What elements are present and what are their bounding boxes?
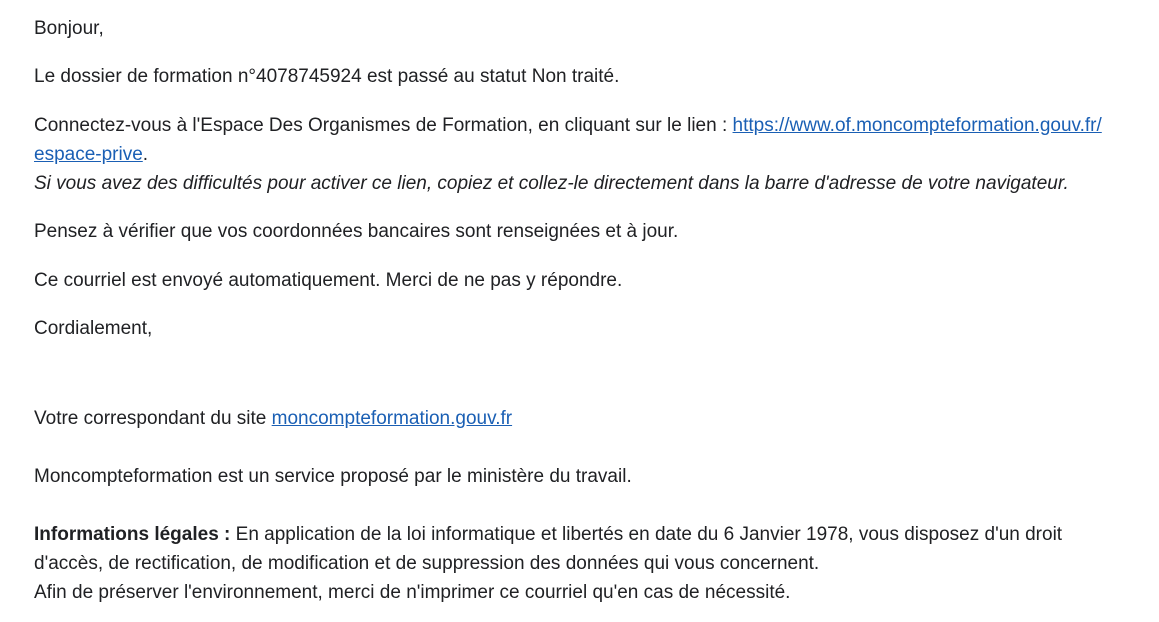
service-line: Moncompteformation est un service proposé par le ministère du travail.	[34, 466, 632, 487]
dossier-number: 4078745924	[256, 66, 362, 87]
legal-line-2: d'accès, de rectification, de modification et de suppression des données qui vous concernent.	[34, 553, 820, 574]
auto-line: Ce courriel est envoyé automatiquement. Merci de ne pas y répondre.	[34, 270, 623, 291]
connect-text: Connectez-vous à l'Espace Des Organismes de Formation, en cliquant sur le lien :	[34, 115, 733, 136]
legal-text-1: En application de la loi informatique et libertés en date du 6 Janvier 1978, vous disposez d'un droit	[230, 524, 1063, 545]
status-middle: est passé au statut	[361, 66, 532, 87]
legal-line-1	[34, 520, 1062, 549]
environment-line: Afin de préserver l'environnement, merci de n'imprimer ce courriel qu'en cas de nécessité.	[34, 582, 791, 603]
moncompteformation-link[interactable]: moncompteformation.gouv.fr	[271, 408, 513, 429]
bank-line: Pensez à vérifier que vos coordonnées bancaires sont renseignées et à jour.	[34, 221, 679, 242]
correspondent-line	[34, 404, 512, 433]
correspondent-text: Votre correspondant du site	[34, 408, 272, 429]
espace-prive-link-continued[interactable]: espace-prive	[34, 144, 143, 165]
espace-prive-link[interactable]: https://www.of.moncompteformation.gouv.fr/	[732, 115, 1102, 136]
connect-line	[34, 111, 1102, 140]
help-line: Si vous avez des difficultés pour activer ce lien, copiez et collez-le directement dans la barre d'adresse de votre navigateur.	[34, 173, 1069, 194]
connect-line-continued	[34, 140, 148, 169]
legal-label: Informations légales :	[34, 524, 231, 545]
closing: Cordialement,	[34, 318, 153, 339]
status-line	[34, 62, 619, 91]
greeting: Bonjour,	[34, 18, 104, 39]
status-value: Non traité	[531, 66, 615, 87]
connect-suffix: .	[142, 144, 149, 165]
status-suffix: .	[614, 66, 620, 87]
status-prefix: Le dossier de formation n°	[34, 66, 256, 87]
